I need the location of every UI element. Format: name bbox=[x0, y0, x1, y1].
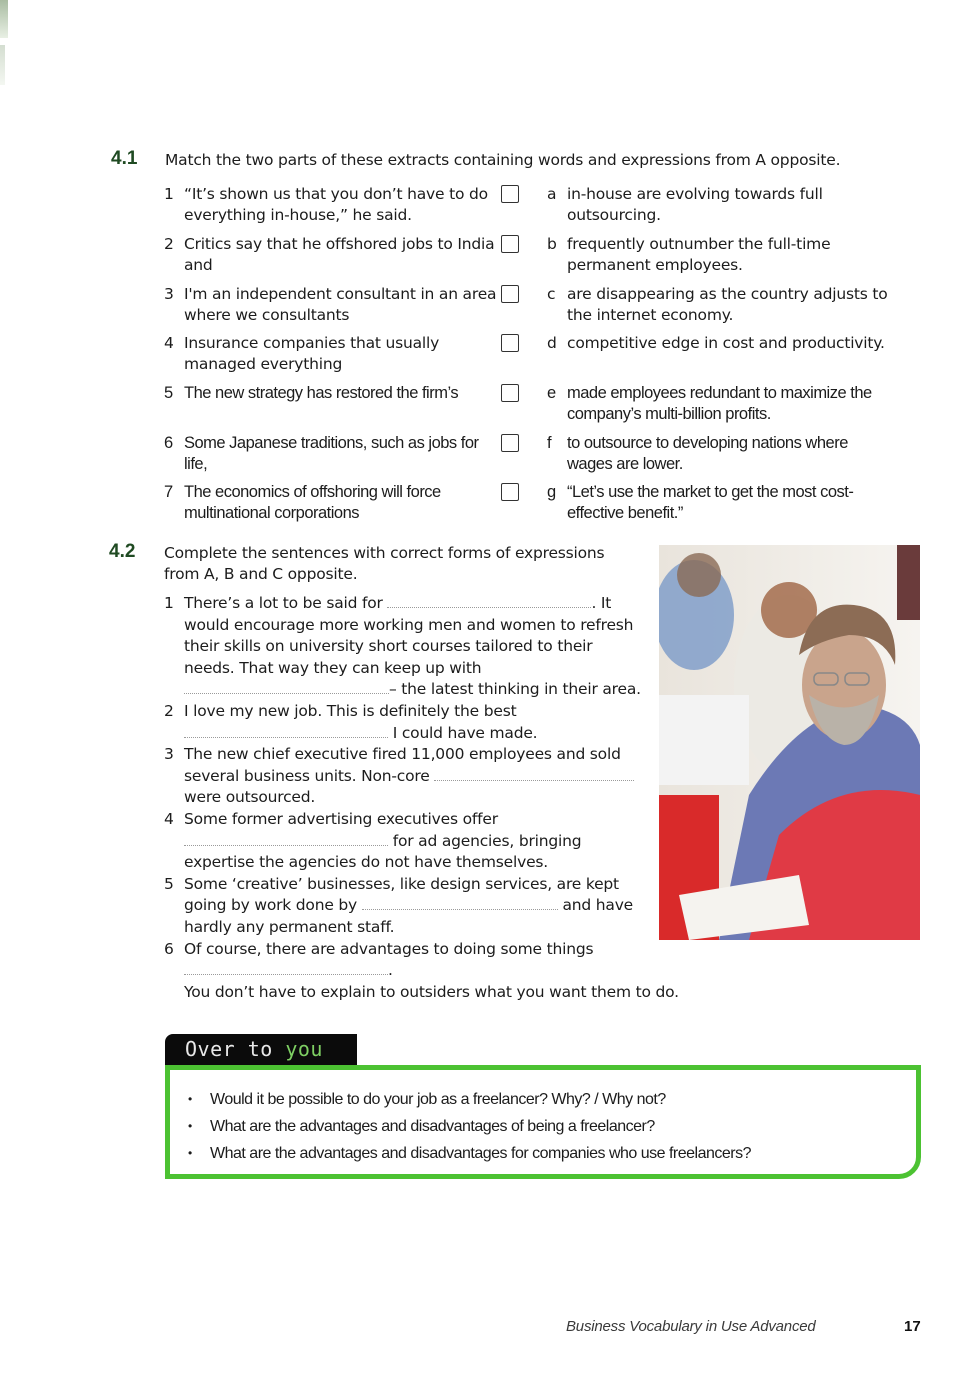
item-letter: e bbox=[547, 384, 556, 402]
right-extract: are disappearing as the country adjusts to the internet economy. bbox=[567, 285, 888, 324]
heading-text-highlight: you bbox=[285, 1037, 323, 1061]
sentence-text: Of course, there are advantages to doing some things bbox=[184, 939, 594, 958]
answer-box[interactable] bbox=[501, 483, 519, 501]
sentence-text: I love my new job. This is definitely the best bbox=[184, 701, 517, 720]
fill-in-item bbox=[164, 593, 644, 701]
right-extract: made employees redundant to maximize the company’s multi-billion profits. bbox=[567, 384, 872, 423]
bullet-icon: • bbox=[188, 1092, 192, 1106]
over-to-you-box bbox=[165, 1065, 921, 1179]
left-extract: Some Japanese traditions, such as jobs for life, bbox=[184, 434, 479, 473]
scan-edge-mark bbox=[0, 0, 8, 38]
item-number: 3 bbox=[164, 745, 174, 764]
sentence-text: for ad agencies, bringing expertise the agencies do not have themselves. bbox=[184, 831, 582, 872]
over-to-you-heading bbox=[165, 1034, 357, 1065]
discussion-question bbox=[188, 1140, 751, 1167]
item-number: 2 bbox=[164, 235, 174, 253]
page-number: 17 bbox=[904, 1318, 921, 1335]
item-letter: d bbox=[547, 334, 557, 352]
match-row bbox=[164, 383, 894, 429]
item-number: 1 bbox=[164, 185, 174, 203]
sentence-text: were outsourced. bbox=[184, 788, 316, 807]
item-number: 5 bbox=[164, 384, 173, 402]
scan-edge-mark bbox=[0, 45, 5, 85]
question-text: Would it be possible to do your job as a freelancer? Why? / Why not? bbox=[210, 1091, 666, 1108]
left-extract: Critics say that he offshored jobs to India and bbox=[184, 235, 495, 274]
discussion-question bbox=[188, 1113, 751, 1140]
fill-in-item bbox=[164, 744, 644, 809]
answer-blank[interactable] bbox=[184, 679, 389, 694]
fill-in-item bbox=[164, 701, 644, 744]
left-extract: The economics of offshoring will force multinational corporations bbox=[184, 483, 441, 522]
item-number: 2 bbox=[164, 701, 174, 720]
item-number: 7 bbox=[164, 483, 173, 501]
item-letter: b bbox=[547, 235, 557, 253]
answer-blank[interactable] bbox=[184, 723, 388, 738]
photo-illustration bbox=[659, 545, 920, 940]
section-4-1-instruction: Match the two parts of these extracts containing words and expressions from A opposite. bbox=[165, 151, 841, 169]
answer-blank[interactable] bbox=[362, 895, 558, 910]
right-extract: in-house are evolving towards full outsourcing. bbox=[567, 185, 823, 224]
item-letter: f bbox=[547, 434, 552, 452]
item-number: 6 bbox=[164, 939, 174, 958]
match-row bbox=[164, 184, 894, 230]
sentence-text: . bbox=[388, 961, 393, 980]
item-letter: c bbox=[547, 285, 556, 303]
answer-blank[interactable] bbox=[387, 593, 591, 608]
item-number: 5 bbox=[164, 874, 174, 893]
match-row bbox=[164, 284, 894, 330]
match-row bbox=[164, 234, 894, 280]
question-text: What are the advantages and disadvantages of being a freelancer? bbox=[210, 1118, 655, 1135]
left-extract: “It’s shown us that you don’t have to do everything in-house,” he said. bbox=[184, 185, 488, 224]
right-extract: frequently outnumber the full-time permanent employees. bbox=[567, 235, 831, 274]
heading-text: Over to bbox=[185, 1037, 273, 1061]
answer-blank[interactable] bbox=[184, 960, 388, 975]
answer-blank[interactable] bbox=[184, 831, 388, 846]
sentence-text: and have hardly any permanent staff. bbox=[184, 896, 634, 936]
left-extract: Insurance companies that usually managed everything bbox=[184, 334, 440, 373]
answer-box[interactable] bbox=[501, 185, 519, 203]
bullet-icon: • bbox=[188, 1119, 192, 1133]
left-extract: I'm an independent consultant in an area where we consultants bbox=[184, 285, 497, 324]
answer-box[interactable] bbox=[501, 285, 519, 303]
fill-in-item bbox=[164, 809, 644, 874]
sentence-text: There’s a lot to be said for bbox=[184, 594, 383, 612]
answer-blank[interactable] bbox=[434, 766, 634, 781]
match-row bbox=[164, 433, 894, 479]
item-letter: g bbox=[547, 483, 556, 501]
dash: – bbox=[389, 680, 397, 699]
sentence-text: the latest thinking in their area. bbox=[401, 680, 641, 699]
sentence-text: Some former advertising executives offer bbox=[184, 809, 498, 828]
section-number-4-2: 4.2 bbox=[109, 541, 136, 562]
answer-box[interactable] bbox=[501, 434, 519, 452]
right-extract: competitive edge in cost and productivity. bbox=[567, 334, 885, 352]
discussion-questions bbox=[188, 1086, 751, 1167]
answer-box[interactable] bbox=[501, 384, 519, 402]
sentence-text: I could have made. bbox=[392, 723, 538, 742]
item-letter: a bbox=[547, 185, 557, 203]
sentence-text: The new chief executive fired 11,000 employees and sold several business units. Non-core bbox=[184, 745, 621, 785]
match-row bbox=[164, 333, 894, 379]
book-title: Business Vocabulary in Use Advanced bbox=[566, 1318, 816, 1335]
fill-in-item bbox=[164, 874, 644, 939]
sentence-text: You don’t have to explain to outsiders what you want them to do. bbox=[184, 983, 679, 1002]
item-number: 4 bbox=[164, 334, 174, 352]
right-extract: “Let’s use the market to get the most cost-effective benefit.” bbox=[567, 483, 854, 522]
discussion-question bbox=[188, 1086, 751, 1113]
answer-box[interactable] bbox=[501, 235, 519, 253]
fill-in-item bbox=[164, 939, 679, 1004]
right-extract: to outsource to developing nations where wages are lower. bbox=[567, 434, 848, 473]
item-number: 6 bbox=[164, 434, 173, 452]
sentence-text: Some ‘creative’ businesses, like design services, are kept going by work done by bbox=[184, 874, 619, 915]
match-row bbox=[164, 482, 894, 528]
item-number: 4 bbox=[164, 809, 174, 828]
question-text: What are the advantages and disadvantages for companies who use freelancers? bbox=[210, 1145, 752, 1162]
section-number-4-1: 4.1 bbox=[111, 148, 138, 169]
photo-man-with-glasses bbox=[659, 545, 920, 940]
bullet-icon: • bbox=[188, 1146, 192, 1160]
fill-in-list bbox=[164, 593, 679, 1004]
left-extract: The new strategy has restored the firm’s bbox=[184, 384, 459, 402]
answer-box[interactable] bbox=[501, 334, 519, 352]
item-number: 1 bbox=[164, 594, 174, 612]
item-number: 3 bbox=[164, 285, 174, 303]
section-4-2-instruction: Complete the sentences with correct forms of expressions from A, B and C opposite. bbox=[164, 544, 605, 583]
sentence-text: . It would encourage more working men and women to refresh their skills on university short courses tailored to their needs. That way they can keep up with bbox=[184, 594, 634, 677]
